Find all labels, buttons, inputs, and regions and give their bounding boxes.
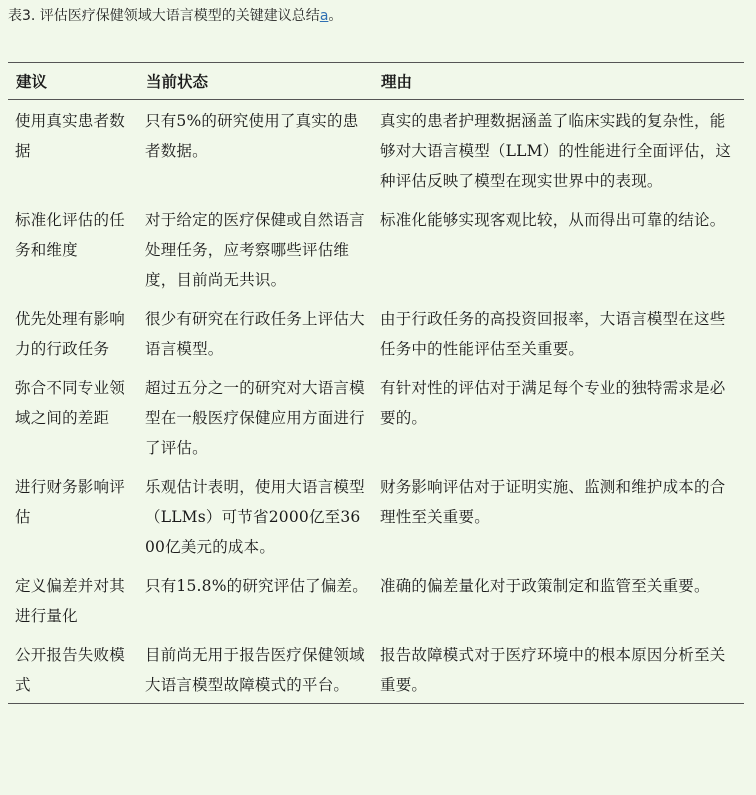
cell-recommendation: 使用真实患者数据 — [15, 112, 125, 160]
header-current-status: 当前状态 — [138, 63, 373, 100]
cell-current-status: 对于给定的医疗保健或自然语言处理任务，应考察哪些评估维度，目前尚无共识。 — [145, 211, 365, 289]
cell-current-status: 超过五分之一的研究对大语言模型在一般医疗保健应用方面进行了评估。 — [145, 379, 365, 457]
cell-rationale: 标准化能够实现客观比较，从而得出可靠的结论。 — [380, 211, 726, 229]
cell-rationale: 真实的患者护理数据涵盖了临床实践的复杂性，能够对大语言模型（LLM）的性能进行全面评估，这种评估反映了模型在现实世界中的表现。 — [380, 112, 732, 190]
cell-current-status: 目前尚无用于报告医疗保健领域大语言模型故障模式的平台。 — [138, 634, 373, 704]
table-row — [8, 634, 744, 704]
recommendations-table — [8, 62, 744, 704]
table-row — [8, 565, 744, 634]
cell-current-status: 只有15.8%的研究评估了偏差。 — [145, 577, 368, 595]
cell-current-status: 乐观估计表明，使用大语言模型（LLMs）可节省2000亿至3600亿美元的成本。 — [145, 478, 365, 556]
cell-current-status: 只有5%的研究使用了真实的患者数据。 — [145, 112, 359, 160]
footnote-link[interactable]: a — [319, 8, 329, 24]
cell-recommendation: 优先处理有影响力的行政任务 — [15, 310, 125, 358]
table-row — [8, 199, 744, 298]
cell-recommendation: 弥合不同专业领域之间的差距 — [15, 379, 125, 427]
table-row — [8, 100, 744, 200]
caption-end: 。 — [328, 8, 343, 24]
header-rationale: 理由 — [373, 63, 744, 100]
cell-recommendation: 定义偏差并对其进行量化 — [15, 577, 125, 625]
cell-recommendation: 公开报告失败模式 — [8, 634, 138, 704]
caption-text: 表3. 评估医疗保健领域大语言模型的关键建议总结 — [8, 8, 320, 24]
table-caption — [8, 6, 342, 26]
cell-rationale: 有针对性的评估对于满足每个专业的独特需求是必要的。 — [380, 379, 726, 427]
cell-current-status: 很少有研究在行政任务上评估大语言模型。 — [145, 310, 365, 358]
cell-recommendation: 标准化评估的任务和维度 — [15, 211, 125, 259]
table-row — [8, 367, 744, 466]
table-row — [8, 466, 744, 565]
cell-rationale: 准确的偏差量化对于政策制定和监管至关重要。 — [380, 577, 710, 595]
cell-rationale: 报告故障模式对于医疗环境中的根本原因分析至关重要。 — [373, 634, 744, 704]
table-row — [8, 298, 744, 367]
cell-rationale: 财务影响评估对于证明实施、监测和维护成本的合理性至关重要。 — [380, 478, 726, 526]
cell-rationale: 由于行政任务的高投资回报率，大语言模型在这些任务中的性能评估至关重要。 — [380, 310, 726, 358]
cell-recommendation: 进行财务影响评估 — [15, 478, 125, 526]
table-header-row — [8, 63, 744, 100]
header-recommendation: 建议 — [8, 63, 138, 100]
